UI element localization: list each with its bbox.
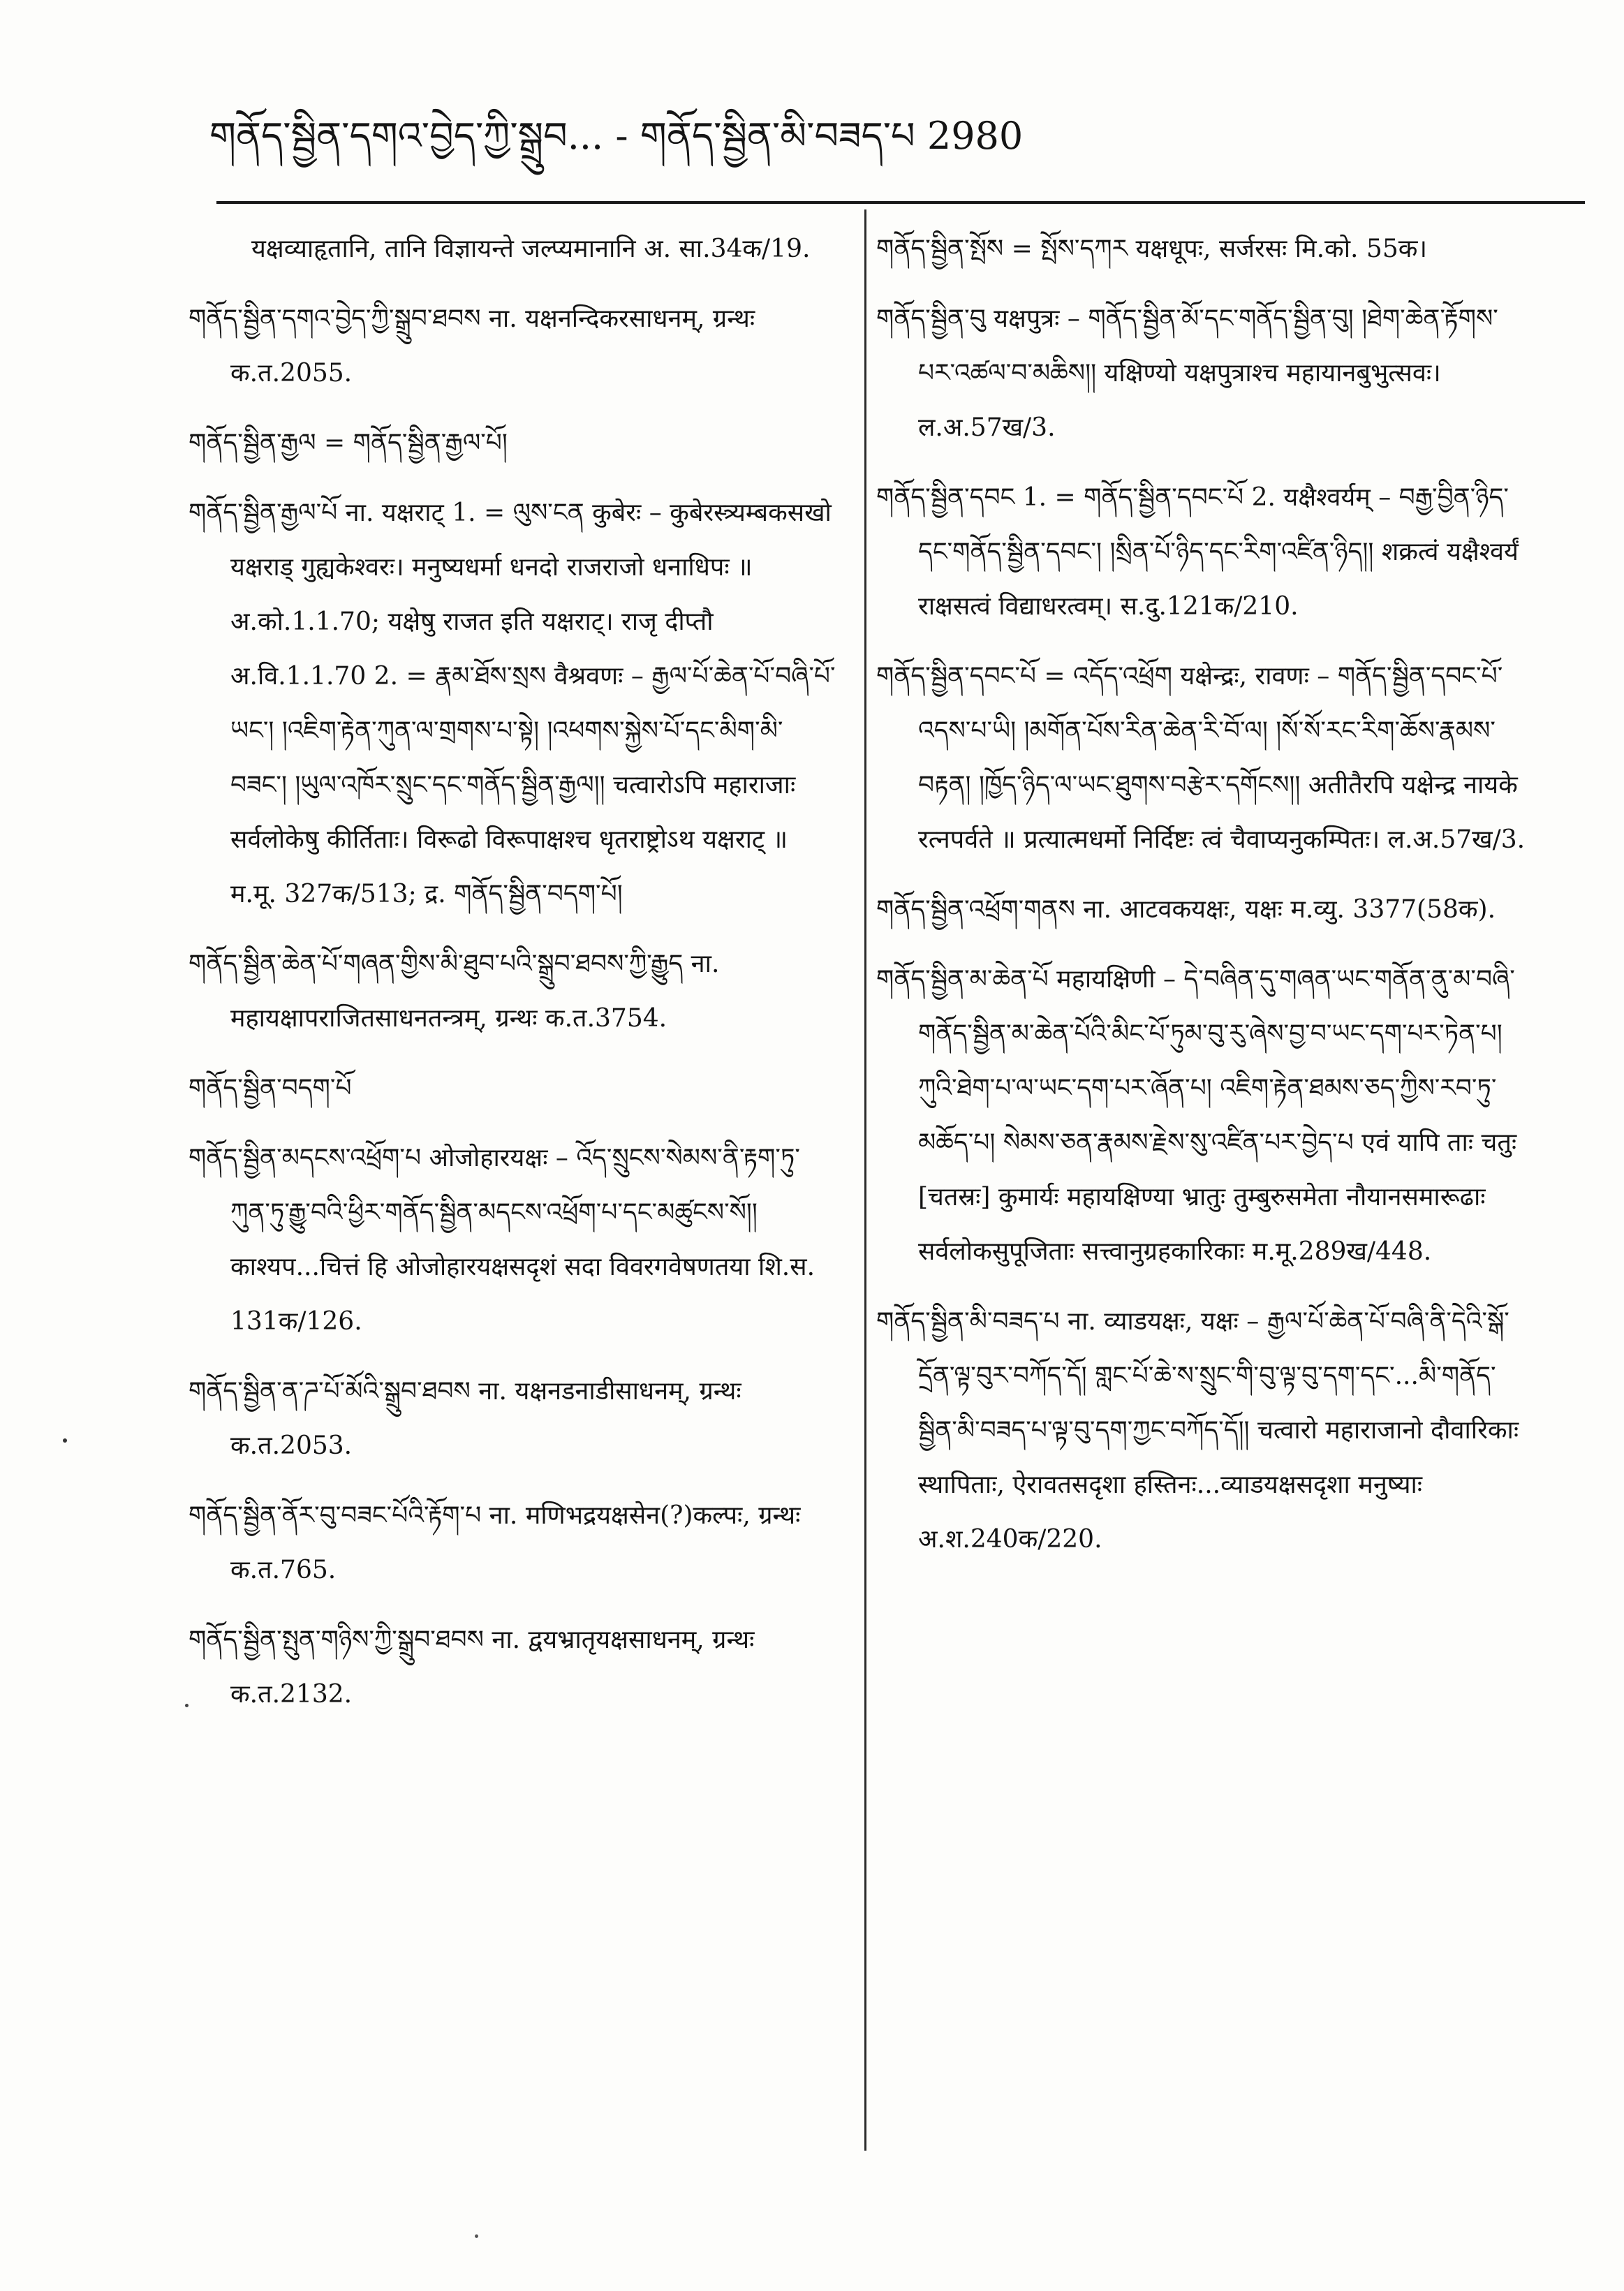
dictionary-entry: གནོད་སྦྱིན་འཕྲོག་གནས ना. आटवकयक्षः, यक्षः म.व्यु. 3377(58क).	[876, 895, 1496, 924]
page-header: གནོད་སྦྱིན་དགའ་བྱེད་ཀྱི་སྒྲུབ... - གནོད་སྦྱིན་མི་བཟད་པ 2980	[209, 114, 1024, 158]
dictionary-entry: यक्षव्याहृतानि, तानि विज्ञायन्ते जल्प्यमानानि अ. सा.34क/19.	[251, 235, 811, 263]
dictionary-entry: གནོད་སྦྱིན་ཆེན་པོ་གཞན་གྱིས་མི་ཐུབ་པའི་སྒྲུབ་ཐབས་ཀྱི་རྒྱུད ना. महायक्षापराजितसाधनतन्त्रम्, ग्रन्थः क.त.3754.	[189, 950, 720, 1033]
column-divider	[864, 209, 866, 2151]
dictionary-entry: གནོད་སྦྱིན་དབང་པོ = འདོད་འཕྲོག यक्षेन्द्रः, रावणः – གནོད་སྦྱིན་དབང་པོ་འདས་པ་ཡི། །མགོན་པོས་རིན་ཆེན་རི་བོ་ལ། །སོ་སོ་རང་རིག་ཆོས་རྣམས་བརྟན། །ཁྱོད་ཉིད་ལ་ཡང་ཐུགས་བརྩེར་དགོངས།། अतीतैरपि यक्षेन्द्र नायके रत्नपर्वते ॥ प्रत्यात्मधर्मो निर्दिष्टः त्वं चैवाप्यनुकम्पितः। ल.अ.57ख/3.	[876, 662, 1526, 854]
dictionary-entry: གནོད་སྦྱིན་དགའ་བྱེད་ཀྱི་སྒྲུབ་ཐབས ना. यक्षनन्दिकरसाधनम्, ग्रन्थः क.त.2055.	[189, 304, 755, 388]
dictionary-entry: གནོད་སྦྱིན་སྤུན་གཉིས་ཀྱི་སྒྲུབ་ཐབས ना. द्वयभ्रातृयक्षसाधनम्, ग्रन्थः क.त.2132.	[189, 1626, 755, 1709]
dictionary-entry: གནོད་སྦྱིན་མ་ཆེན་པོ महायक्षिणी – དེ་བཞིན་དུ་གཞན་ཡང་གནོན་ནུ་མ་བཞི་གནོད་སྦྱིན་མ་ཆེན་པོའི་མིང་པོ་ཏུམ་བུ་རུ་ཞེས་བྱ་བ་ཡང་དག་པར་ཏེན་པ། ཀུའི་ཐེག་པ་ལ་ཡང་དག་པར་ཞོན་པ། འཇིག་རྟེན་ཐམས་ཅད་ཀྱིས་རབ་ཏུ་མཆོད་པ། སེམས་ཅན་རྣམས་རྗེས་སུ་འཛིན་པར་བྱེད་པ एवं यापि ताः चतुः [चतस्रः] कुमार्यः महायक्षिण्या भ्रातुः तुम्बुरुसमेता नौयानसमारूढाः सर्वलोकसुपूजिताः सत्त्वानुग्रहकारिकाः म.मू.289ख/448.	[876, 965, 1517, 1266]
scan-speck	[63, 1438, 67, 1443]
dictionary-entry: གནོད་སྦྱིན་རྒྱལ = གནོད་སྦྱིན་རྒྱལ་པོ།	[189, 429, 508, 457]
dictionary-entry: གནོད་སྦྱིན་བདག་པོ	[189, 1074, 352, 1103]
left-column	[189, 222, 838, 1737]
dictionary-entry: གནོད་སྦྱིན་དབང 1. = གནོད་སྦྱིན་དབང་པོ 2. यक्षैश्वर्यम् – བརྒྱ་བྱིན་ཉིད་དང་གནོད་སྦྱིན་དབང་། །སྲིན་པོ་ཉིད་དང་རིག་འཛིན་ཉིད།། शक्रत्वं यक्षैश्वर्यं राक्षसत्वं विद्याधरत्वम्। स.दु.121क/210.	[876, 483, 1519, 621]
dictionary-entry: གནོད་སྦྱིན་རྒྱལ་པོ ना. यक्षराट् 1. = ལུས་ངན कुबेरः – कुबेरस्त्र्यम्बकसखो यक्षराड् गुह्यकेश्वरः। मनुष्यधर्मा धनदो राजराजो धनाधिपः ॥ अ.को.1.1.70; यक्षेषु राजत इति यक्षराट्। राजृ दीप्तौ अ.वि.1.1.70 2. = རྣམ་ཐོས་སྲས वैश्रवणः – རྒྱལ་པོ་ཆེན་པོ་བཞི་པོ་ཡང་། །འཇིག་རྟེན་ཀུན་ལ་གྲགས་པ་སྟེ། །འཕགས་སྐྱེས་པོ་དང་མིག་མི་བཟང་། །ཡུལ་འཁོར་སྲུང་དང་གནོད་སྦྱིན་རྒྱལ།། चत्वारोऽपि महाराजाः सर्वलोकेषु कीर्तिताः। विरूढो विरूपाक्षश्च धृतराष्ट्रोऽथ यक्षराट् ॥ म.मू. 327क/513; द्र. གནོད་སྦྱིན་བདག་པོ།	[189, 499, 836, 908]
dictionary-entry: གནོད་སྦྱིན་སྤོས = སྤོས་དཀར यक्षधूपः, सर्जरसः मि.को. 55क।	[876, 235, 1428, 263]
right-column	[876, 222, 1533, 1582]
dictionary-entry: གནོད་སྦྱིན་ནོར་བུ་བཟང་པོའི་རྟོག་པ ना. मणिभद्रयक्षसेन(?)कल्पः, ग्रन्थः क.त.765.	[189, 1501, 801, 1584]
scan-speck	[475, 2234, 478, 2238]
header-rule	[216, 201, 1585, 204]
dictionary-entry: གནོད་སྦྱིན་ན་ཌ་པོ་མོའི་སྒྲུབ་ཐབས ना. यक्षनडनाडीसाधनम्, ग्रन्थः क.त.2053.	[189, 1377, 741, 1460]
dictionary-entry: གནོད་སྦྱིན་མི་བཟད་པ ना. व्याडयक्षः, यक्षः – རྒྱལ་པོ་ཆེན་པོ་བཞི་ནི་དེའི་སྒོ་དྲོན་ལྟ་བུར་བཀོད་དོ། གླང་པོ་ཆེ་ས་སྲུང་གི་བུ་ལྟ་བུ་དག་དང་...མི་གནོད་སྦྱིན་མི་བཟད་པ་ལྟ་བུ་དག་ཀྱང་བཀོད་དོ།། चत्वारो महाराजानो दौवारिकाः स्थापिताः, ऐरावतसदृशा हस्तिनः...व्याडयक्षसदृशा मनुष्याः अ.श.240क/220.	[876, 1307, 1519, 1554]
dictionary-entry: གནོད་སྦྱིན་མདངས་འཕྲོག་པ ओजोहारयक्षः – འོད་སྲུངས་སེམས་ནི་རྟག་ཏུ་ཀུན་ཏུ་རྒྱུ་བའི་ཕྱིར་གནོད་སྦྱིན་མདངས་འཕྲོག་པ་དང་མཚུངས་སོ།། काश्यप...चित्तं हि ओजोहारयक्षसदृशं सदा विवरगवेषणतया शि.स. 131क/126.	[189, 1144, 815, 1336]
scan-speck	[185, 1704, 189, 1707]
dictionary-entry: གནོད་སྦྱིན་བུ यक्षपुत्रः – གནོད་སྦྱིན་མོ་དང་གནོད་སྦྱིན་བུ། །ཐེག་ཆེན་རྟོགས་པར་འཚལ་བ་མཆིས།། यक्षिण्यो यक्षपुत्राश्च महायानबुभुत्सवः। ल.अ.57ख/3.	[876, 304, 1498, 442]
